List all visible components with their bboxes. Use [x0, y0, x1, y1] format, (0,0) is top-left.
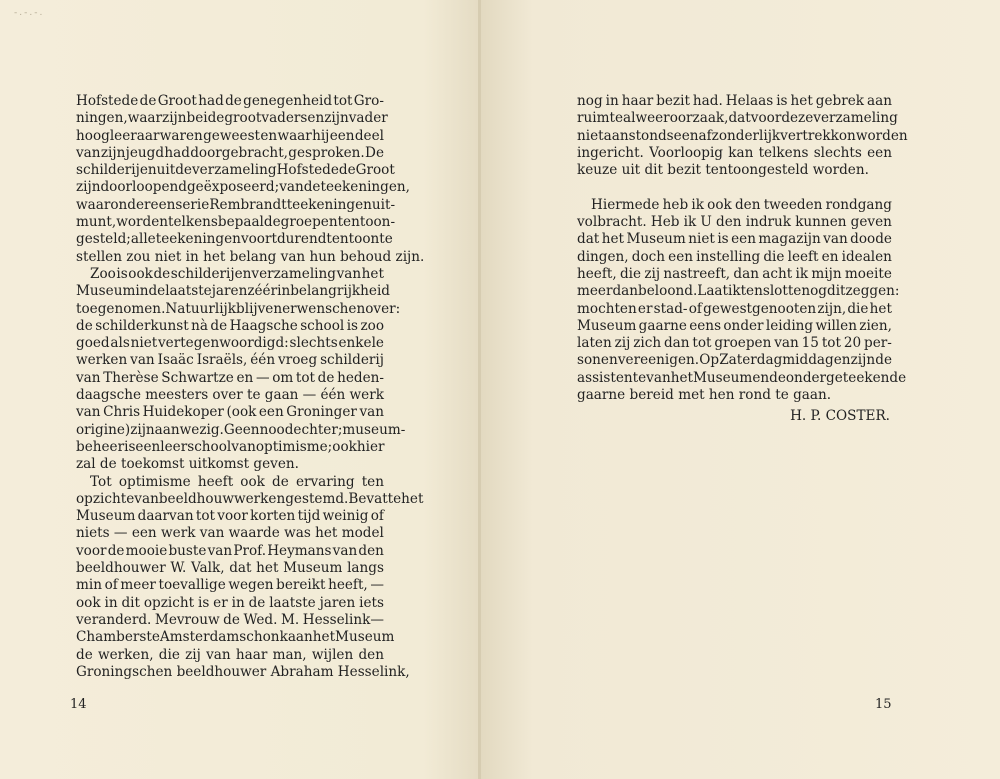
- left-page: [0, 0, 481, 779]
- right-page: [481, 0, 1000, 779]
- text-line: assistente van het Museum en de ondergeteekende: [577, 369, 907, 386]
- text-line: gesteld; alle teekeningen voortdurend tentoon te: [76, 231, 393, 248]
- text-line: Chambers te Amsterdam schonk aan het Museum: [76, 629, 395, 646]
- text-line: van Therèse Schwartze en — om tot de heden-: [76, 369, 384, 386]
- text-line: van Chris Huidekoper (ook een Groninger van: [76, 404, 384, 421]
- text-line: zijn doorloopend geëxposeerd; van de teekeningen,: [76, 179, 410, 196]
- text-line: goed als niet vertegenwoordigd: slechts enkele: [76, 335, 384, 352]
- text-line: ningen, waar zijn beide grootvaders en zijn vader: [76, 110, 388, 127]
- text-line: keuze uit dit bezit tentoongesteld worden.: [577, 162, 869, 179]
- text-line: beeldhouwer W. Valk, dat het Museum langs: [76, 560, 384, 577]
- text-line: de werken, die zij van haar man, wijlen den: [76, 646, 384, 663]
- left-page-text: [76, 93, 425, 681]
- text-line: stellen zou niet in het belang van hun behoud zijn.: [76, 248, 425, 265]
- text-line: gaarne bereid met hen rond te gaan.: [577, 387, 832, 404]
- text-line: origine) zijn aanwezig. Geen nood echter; museum-: [76, 421, 406, 438]
- text-line: daagsche meesters over te gaan — één werk: [76, 387, 384, 404]
- text-line: mochten er stad- of gewestgenooten zijn, die het: [577, 300, 892, 317]
- text-line: voor de mooie buste van Prof. Heymans van den: [76, 542, 384, 559]
- text-line: Zoo is ook de schilderijenverzameling van het: [90, 265, 384, 282]
- text-line: Museum daarvan tot voor korten tijd weinig of: [76, 508, 384, 525]
- text-line: heeft, die zij nastreeft, dan acht ik mijn moeite: [577, 265, 892, 282]
- text-line: ook in dit opzicht is er in de laatste jaren iets: [76, 594, 384, 611]
- text-line: waaronder een serie Rembrandtteekeningen uit-: [76, 196, 396, 213]
- text-line: Museum in de laatste jaren zéér in belangrijkheid: [76, 283, 391, 300]
- text-line: beheer is een leerschool van optimisme; ook hier: [76, 438, 385, 455]
- text-line: zal de toekomst uitkomst geven.: [76, 456, 299, 473]
- text-line: min of meer toevallige wegen bereikt heeft, —: [76, 577, 384, 594]
- text-line: ruimte alweer oorzaak, dat voor deze verzameling: [577, 110, 898, 127]
- text-line: Museum gaarne eens onder leiding willen zien,: [577, 317, 892, 334]
- text-line: opzichte van beeldhouwwerken gestemd. Bevatte het: [76, 490, 424, 507]
- text-line: volbracht. Heb ik U den indruk kunnen geven: [577, 214, 892, 231]
- text-line: Hiermede heb ik ook den tweeden rondgang: [591, 196, 892, 213]
- text-line: schilderijen uit de verzameling Hofstede de Groot: [76, 162, 395, 179]
- text-line: niet aanstonds een afzonderlijk vertrek kon worden: [577, 127, 908, 144]
- text-line: hoogleeraar waren geweest en waar hij een deel: [76, 127, 384, 144]
- text-line: meer dan beloond. Laat ik tenslotte nog dit zeggen:: [577, 283, 900, 300]
- text-line: Groningschen beeldhouwer Abraham Hesselink,: [76, 663, 410, 680]
- paragraph-break: [577, 179, 892, 196]
- text-line: dat het Museum niet is een magazijn van doode: [577, 231, 892, 248]
- text-line: laten zij zich dan tot groepen van 15 tot 20 per-: [577, 335, 892, 352]
- text-line: veranderd. Mevrouw de Wed. M. Hesselink—: [76, 611, 384, 628]
- page-number-left: 14: [70, 697, 87, 712]
- text-line: toegenomen. Natuurlijk blijven er wenschen over:: [76, 300, 401, 317]
- text-line: werken van Isaäc Israëls, één vroeg schilderij: [76, 352, 384, 369]
- text-line: van zijn jeugd had doorgebracht, gesproken. De: [76, 144, 384, 161]
- text-line: munt, worden telkens bepaalde groepen tentoon-: [76, 214, 396, 231]
- page-number-right: 15: [875, 697, 892, 712]
- right-page-text: [577, 93, 908, 426]
- text-line: nog in haar bezit had. Helaas is het gebrek aan: [577, 93, 892, 109]
- signature: H. P. COSTER.: [790, 408, 890, 425]
- text-line: dingen, doch een instelling die leeft en idealen: [577, 248, 892, 265]
- text-line: ingericht. Voorloopig kan telkens slechts een: [577, 144, 892, 161]
- text-line: de schilderkunst nà de Haagsche school is zoo: [76, 317, 384, 334]
- text-line: sonen vereenigen. Op Zaterdagmiddagen zijn de: [577, 352, 892, 369]
- text-line: Tot optimisme heeft ook de ervaring ten: [90, 473, 384, 490]
- text-line: Hofstede de Groot had de genegenheid tot Gro-: [76, 93, 384, 109]
- corner-mark: -.-.-.: [14, 8, 45, 18]
- text-line: niets — een werk van waarde was het model: [76, 525, 384, 542]
